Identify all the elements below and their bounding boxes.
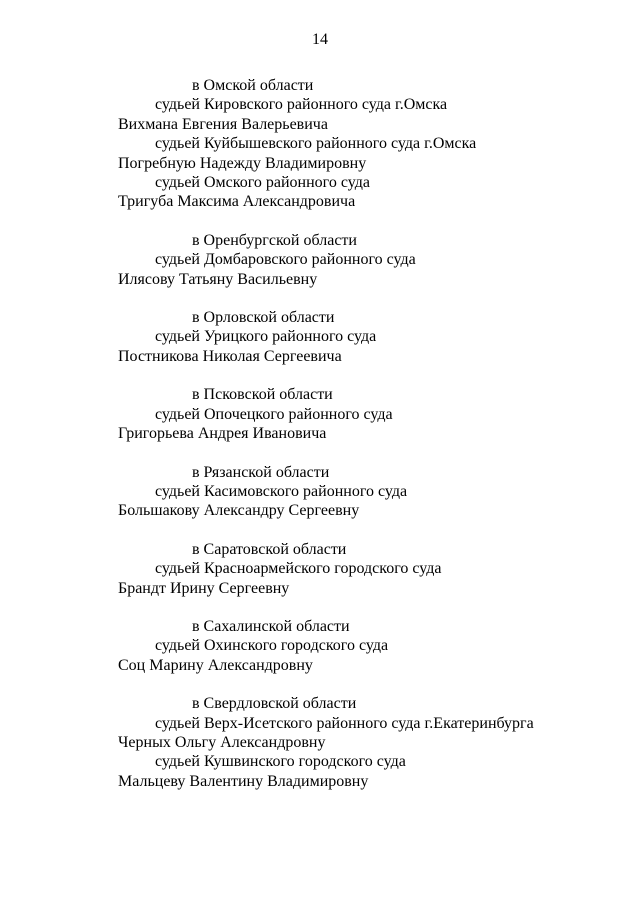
appointments-list	[0, 76, 640, 810]
judge-name: Мальцеву Валентину Владимировну	[118, 772, 369, 790]
judge-name: Тригуба Максима Александровича	[118, 193, 356, 211]
region-heading: в Рязанской области	[192, 463, 330, 481]
court-position: судьей Кировского районного суда г.Омска	[155, 96, 448, 114]
court-position: судьей Верх-Исетского районного суда г.Екатеринбурга	[155, 714, 534, 732]
judge-name: Постникова Николая Сергеевича	[118, 347, 342, 365]
region-heading: в Орловской области	[192, 309, 335, 327]
region-section-sakhalin	[0, 617, 640, 675]
region-heading: в Сахалинской области	[192, 617, 350, 635]
court-position: судьей Урицкого районного суда	[155, 328, 377, 346]
court-position: судьей Кушвинского городского суда	[155, 753, 406, 771]
region-section-ryazan	[0, 463, 640, 521]
court-position: судьей Куйбышевского районного суда г.Омска	[155, 135, 477, 153]
region-section-pskov	[0, 385, 640, 443]
region-heading: в Омской области	[192, 77, 314, 94]
judge-name: Григорьева Андрея Ивановича	[118, 425, 327, 443]
court-position: судьей Красноармейского городского суда	[155, 560, 442, 578]
region-section-saratov	[0, 540, 640, 598]
region-heading: в Псковской области	[192, 386, 333, 404]
judge-name: Брандт Ирину Сергеевну	[118, 579, 290, 597]
region-section-sverdlovsk	[0, 694, 640, 791]
region-heading: в Свердловской области	[192, 695, 357, 713]
region-section-oryol	[0, 308, 640, 366]
judge-name: Черных Ольгу Александровну	[118, 733, 326, 751]
judge-name: Погребную Надежду Владимировну	[118, 154, 367, 172]
judge-name: Соц Марину Александровну	[118, 656, 313, 674]
judge-name: Вихмана Евгения Валерьевича	[118, 115, 328, 133]
court-position: судьей Охинского городского суда	[155, 637, 389, 655]
judge-name: Большакову Александру Сергеевну	[118, 502, 360, 520]
region-section-omsk	[0, 76, 640, 212]
court-position: судьей Касимовского районного суда	[155, 482, 408, 500]
region-heading: в Оренбургской области	[192, 231, 357, 249]
region-heading: в Саратовской области	[192, 540, 347, 558]
court-position: судьей Опочецкого районного суда	[155, 405, 393, 423]
region-section-orenburg	[0, 231, 640, 289]
court-position: судьей Омского районного суда	[155, 174, 370, 192]
page-number: 14	[312, 31, 328, 48]
court-position: судьей Домбаровского районного суда	[155, 251, 416, 269]
judge-name: Илясову Татьяну Васильевну	[118, 270, 318, 288]
